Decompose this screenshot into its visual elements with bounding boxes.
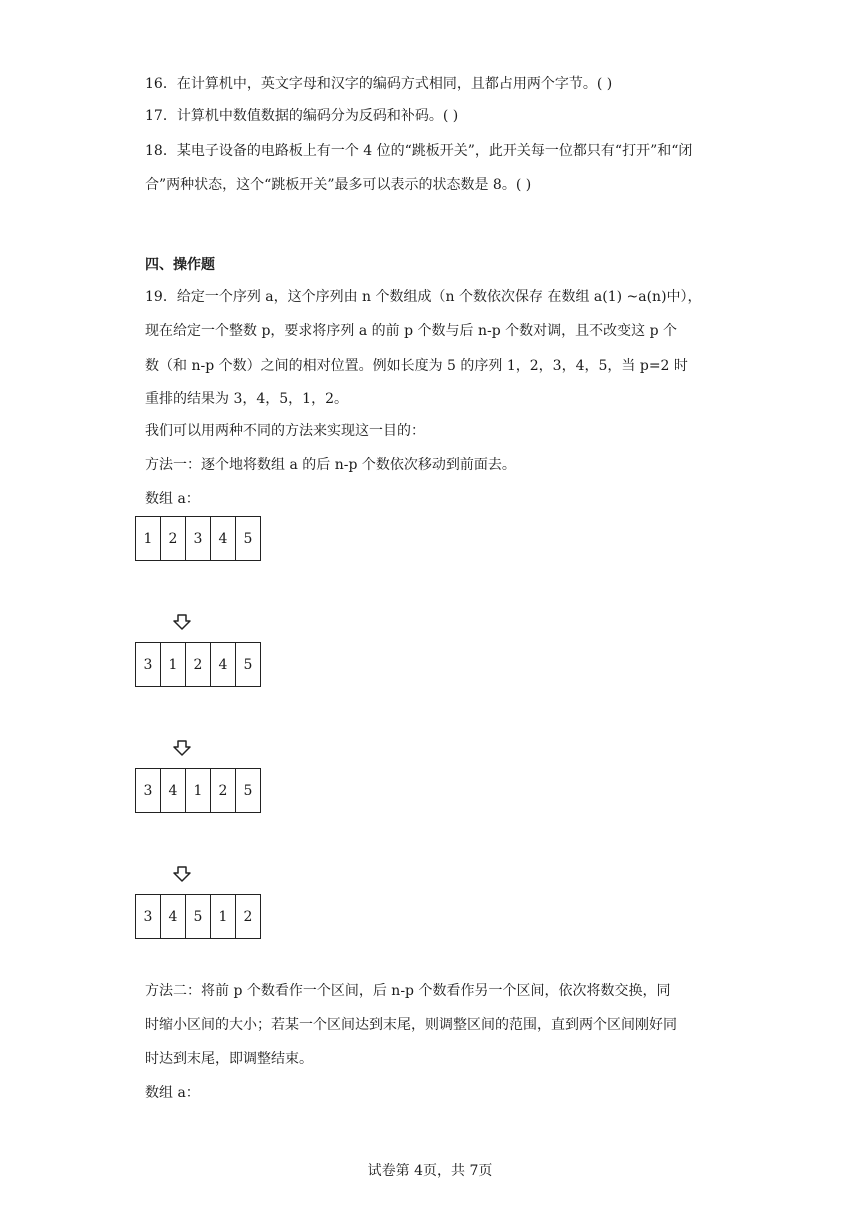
- array-cell: 4: [161, 895, 186, 938]
- array-cell: 3: [136, 895, 161, 938]
- array-row: [135, 642, 261, 687]
- question-19-line-4: 重排的结果为 3，4，5，1，2。: [145, 391, 348, 407]
- question-17: 17．计算机中数值数据的编码分为反码和补码。( ): [145, 108, 459, 124]
- array-cell: 5: [236, 769, 261, 812]
- array-cell: 2: [161, 517, 186, 560]
- array-row: [135, 768, 261, 813]
- array-cell: 2: [211, 769, 236, 812]
- question-19-line-1: 19．给定一个序列 a，这个序列由 n 个数组成（n 个数依次保存 在数组 a(1) ~a(n)中），: [145, 289, 702, 305]
- method-2-line-2: 时缩小区间的大小；若某一个区间达到末尾，则调整区间的范围，直到两个区间刚好同: [145, 1017, 677, 1033]
- array-cell: 3: [186, 517, 211, 560]
- section-title: 四、操作题: [145, 257, 215, 273]
- method-2-line-3: 时达到末尾，即调整结束。: [145, 1051, 313, 1067]
- question-18-line-1: 18．某电子设备的电路板上有一个 4 位的“跳板开关”，此开关每一位都只有“打开”和“闭: [145, 143, 693, 159]
- question-19-line-2: 现在给定一个整数 p，要求将序列 a 的前 p 个数与后 n-p 个数对调，且不改变这 p 个: [145, 323, 677, 339]
- array-cell: 4: [211, 643, 236, 686]
- array-cell: 2: [236, 895, 261, 938]
- array-row: [135, 516, 261, 561]
- array-cell: 5: [236, 643, 261, 686]
- array-cell: 1: [186, 769, 211, 812]
- down-arrow-icon: [173, 740, 191, 756]
- method-2-line-1: 方法二：将前 p 个数看作一个区间，后 n-p 个数看作另一个区间，依次将数交换，同: [145, 983, 671, 999]
- array-row: [135, 894, 261, 939]
- array-cell: 5: [186, 895, 211, 938]
- down-arrow-icon: [173, 866, 191, 882]
- array-label: 数组 a：: [145, 491, 200, 507]
- array-cell: 2: [186, 643, 211, 686]
- array-cell: 3: [136, 643, 161, 686]
- question-16: 16．在计算机中，英文字母和汉字的编码方式相同，且都占用两个字节。( ): [145, 76, 613, 92]
- array-cell: 5: [236, 517, 261, 560]
- down-arrow-icon: [173, 614, 191, 630]
- array-label: 数组 a：: [145, 1085, 200, 1101]
- question-19-line-5: 我们可以用两种不同的方法来实现这一目的：: [145, 423, 425, 439]
- question-18-line-2: 合”两种状态，这个“跳板开关”最多可以表示的状态数是 8。( ): [145, 177, 532, 193]
- array-cell: 1: [136, 517, 161, 560]
- question-19-line-3: 数（和 n-p 个数）之间的相对位置。例如长度为 5 的序列 1，2，3，4，5，当 p=2 时: [145, 358, 688, 374]
- array-cell: 4: [211, 517, 236, 560]
- array-cell: 1: [211, 895, 236, 938]
- page-footer: 试卷第 4页，共 7页: [367, 1163, 493, 1179]
- array-cell: 3: [136, 769, 161, 812]
- array-cell: 4: [161, 769, 186, 812]
- array-cell: 1: [161, 643, 186, 686]
- method-1-text: 方法一：逐个地将数组 a 的后 n-p 个数依次移动到前面去。: [145, 457, 516, 473]
